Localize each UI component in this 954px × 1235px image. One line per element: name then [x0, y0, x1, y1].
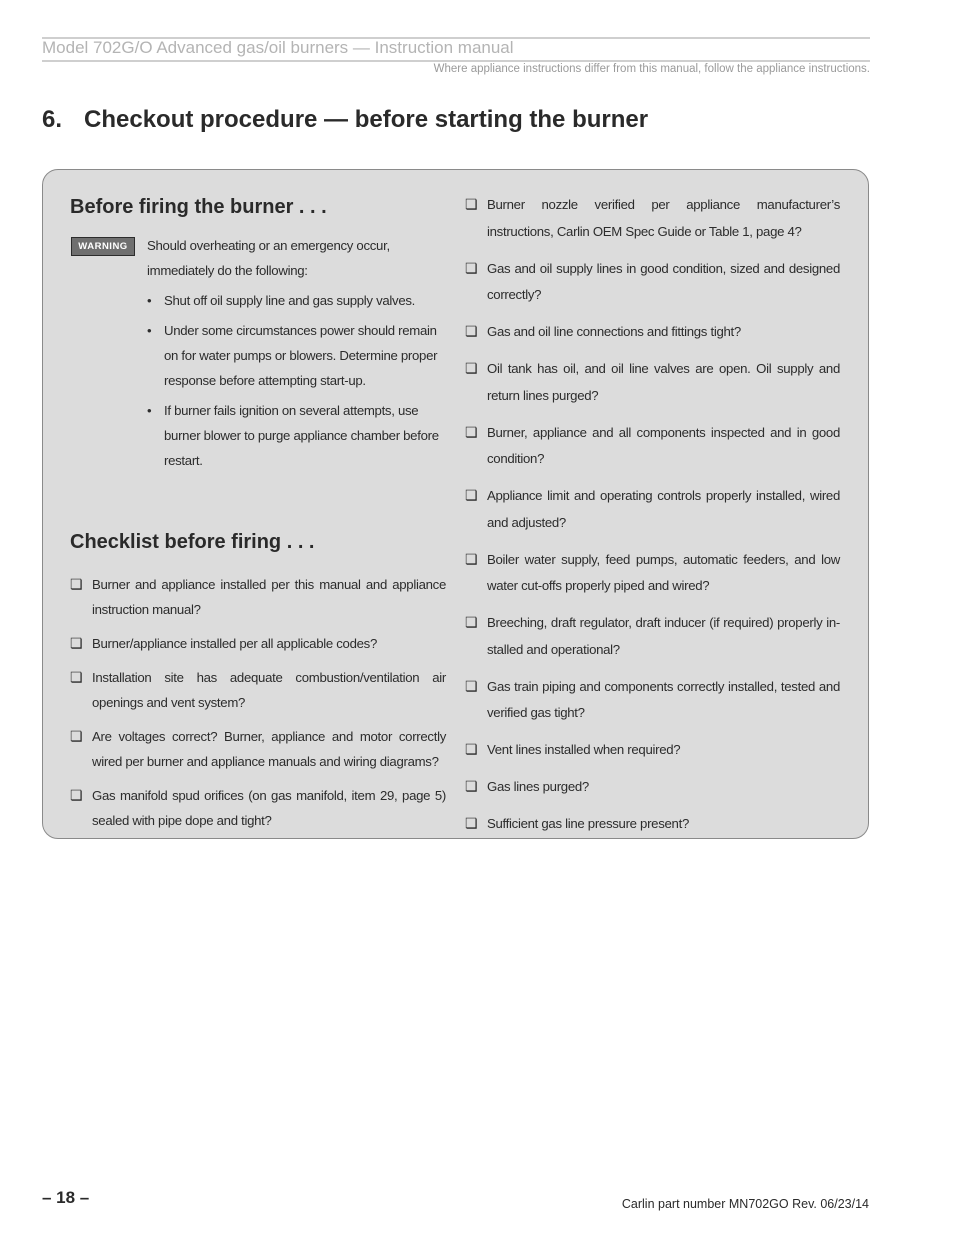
checklist-item-text: Appliance limit and operating controls properly installed, wired and adjusted?: [487, 488, 840, 530]
warning-bullet-item: [147, 398, 446, 473]
header-note: Where appliance instructions differ from this manual, follow the appliance instructions.: [433, 63, 870, 75]
section-number: 6.: [42, 106, 63, 133]
checklist-item-text: Boiler water supply, feed pumps, automatic feeders, and low water cut-offs properly piped and wired?: [487, 551, 840, 593]
checkbox-icon: ❏: [465, 487, 478, 503]
checklist-item-text: Oil tank has oil, and oil line valves are open. Oil supply and return lines purged?: [487, 361, 840, 403]
checklist-item-text: Burner nozzle verified per appliance manufacturer’s instructions, Carlin OEM Spec Guide or Table 1, page 4?: [487, 197, 840, 239]
warning-bullet-text: Shut off oil supply line and gas supply valves.: [164, 293, 416, 308]
checklist-item-text: Gas manifold spud orifices (on gas manifold, item 29, page 5) sealed with pipe dope and tight?: [92, 788, 446, 828]
warning-bullet-item: [147, 288, 446, 313]
checklist-left: [70, 572, 446, 833]
warning-bullet-list: [147, 288, 446, 473]
checklist-item-text: Burner, appliance and all components inspected and in good condition?: [487, 424, 840, 466]
checklist-item-text: Gas lines purged?: [487, 779, 589, 794]
checklist-item: [70, 665, 446, 715]
checkbox-icon: ❏: [70, 728, 83, 744]
warning-text: Should overheating or an emergency occur, immediately do the following:: [147, 238, 390, 278]
section-title: [42, 106, 648, 134]
checkbox-icon: ❏: [465, 423, 478, 440]
checkbox-icon: ❏: [465, 196, 478, 212]
checkbox-icon: ❏: [465, 741, 478, 757]
checkbox-icon: ❏: [70, 635, 83, 651]
checklist-item-text: Burner/appliance installed per all applicable codes?: [92, 636, 377, 651]
right-column: [465, 192, 840, 848]
section-title-text: Checkout procedure — before starting the burner: [84, 106, 649, 133]
header-rule-bottom: [42, 60, 870, 62]
warning-bullet-text: If burner fails ignition on several attempts, use burner blower to purge appliance chamber before restart.: [164, 403, 439, 468]
warning-block: [70, 233, 446, 473]
checkbox-icon: ❏: [465, 778, 478, 794]
checkbox-icon: ❏: [465, 677, 478, 694]
checkbox-icon: ❏: [70, 576, 83, 592]
checklist-right: [465, 192, 840, 838]
checkbox-icon: ❏: [465, 815, 478, 831]
checklist-item-text: Gas and oil supply lines in good condition, sized and designed correctly?: [487, 260, 840, 302]
warning-bullet-text: Under some circumstances power should remain on for water pumps or blowers. Determine proper response before attempting start-up.: [164, 323, 438, 388]
checklist-item-text: Breeching, draft regulator, draft inducer (if required) properly in-stalled and operational?: [487, 615, 840, 657]
checklist-item-text: Installation site has adequate combustion/ventilation air openings and vent system?: [92, 670, 446, 710]
checklist-item: [465, 674, 840, 727]
checklist-item-text: Vent lines installed when required?: [487, 742, 681, 757]
bullet-icon: •: [147, 403, 152, 418]
page-number: – 18 –: [42, 1188, 90, 1207]
warning-badge: WARNING: [71, 237, 135, 256]
bullet-icon: •: [147, 323, 152, 338]
checkbox-icon: ❏: [465, 614, 478, 630]
checklist-item: [465, 811, 840, 838]
checklist-item-text: Gas and oil line connections and fittings tight?: [487, 324, 741, 339]
checklist-item: [465, 256, 840, 309]
checklist-item: [465, 192, 840, 245]
warning-bullet-item: [147, 318, 446, 393]
checkbox-icon: ❏: [465, 550, 478, 567]
checklist-item: [70, 572, 446, 622]
checkbox-icon: ❏: [70, 669, 83, 685]
checklist-item: [465, 319, 840, 346]
checklist-item-text: Gas train piping and components correctly installed, tested and verified gas tight?: [487, 678, 840, 720]
checklist-item: [70, 631, 446, 656]
checklist-item: [465, 737, 840, 764]
before-firing-heading: Before firing the burner . . .: [70, 196, 327, 218]
left-column: [70, 196, 446, 842]
checklist-item-text: Burner and appliance installed per this manual and appliance instruction manual?: [92, 577, 446, 617]
checklist-item: [465, 610, 840, 663]
checkbox-icon: ❏: [465, 323, 478, 339]
checklist-item: [465, 483, 840, 536]
checklist-item: [465, 356, 840, 409]
checklist-item: [465, 774, 840, 801]
bullet-icon: •: [147, 293, 152, 308]
manual-title: Model 702G/O Advanced gas/oil burners — Instruction manual: [42, 38, 514, 57]
checklist-item: [70, 783, 446, 833]
checklist-item: [465, 420, 840, 473]
checklist-item-text: Are voltages correct? Burner, appliance and motor correctly wired per burner and appliance manuals and wiring diagrams?: [92, 729, 446, 769]
checklist-item: [465, 547, 840, 600]
checkbox-icon: ❏: [465, 259, 478, 276]
checklist-item-text: Sufficient gas line pressure present?: [487, 816, 689, 831]
checkbox-icon: ❏: [70, 787, 83, 803]
checkbox-icon: ❏: [465, 360, 478, 376]
checklist-item: [70, 724, 446, 774]
part-number: Carlin part number MN702GO Rev. 06/23/14: [621, 1197, 869, 1211]
checklist-heading: Checklist before firing . . .: [70, 531, 315, 553]
